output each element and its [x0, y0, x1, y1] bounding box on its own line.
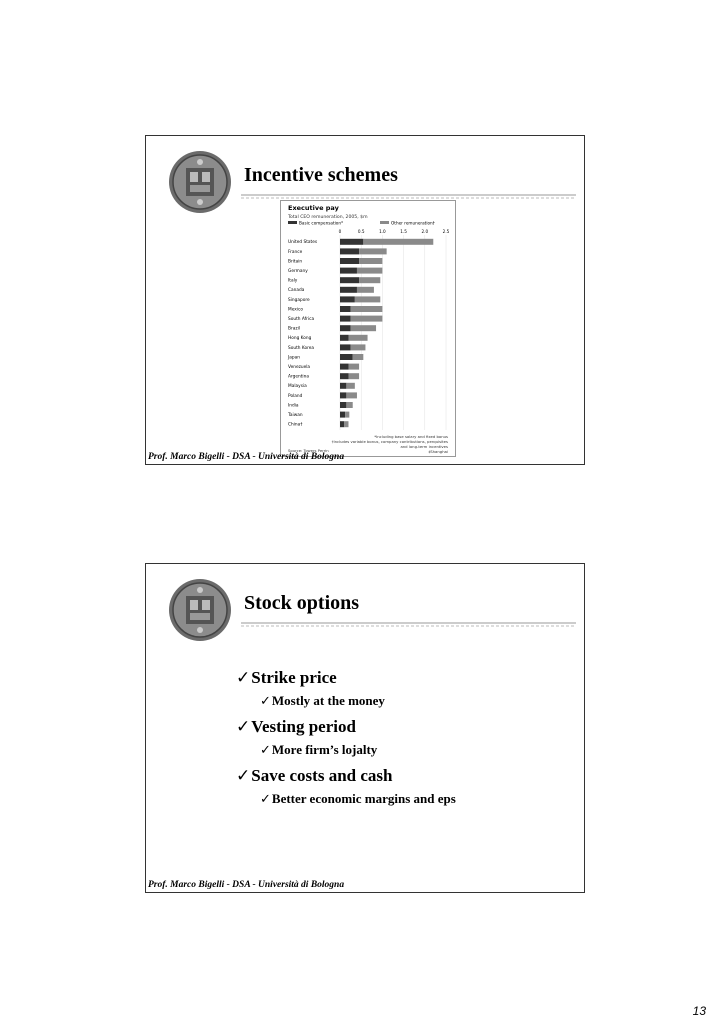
bar-segment [359, 277, 380, 283]
bar-segment [340, 239, 363, 245]
bar-segment [345, 412, 349, 418]
chart-svg [280, 200, 456, 457]
legend-label: Other remuneration† [391, 220, 435, 226]
category-label: India [288, 403, 299, 409]
bar-segment [355, 296, 380, 302]
chart-source: Source: Towers Perrin [288, 448, 329, 453]
slide-title: Incentive schemes [244, 164, 398, 186]
sub-bullet-text: More firm’s lojalty [271, 742, 378, 757]
x-tick-label: 2.0 [421, 229, 429, 234]
chart-footnote: ‡Shanghai [428, 449, 448, 454]
bar-segment [359, 248, 387, 254]
legend-swatch [288, 221, 297, 224]
bullet-list [236, 668, 456, 815]
bar-segment [353, 354, 364, 360]
bar-segment [359, 258, 382, 264]
category-label: South Africa [288, 317, 315, 322]
bar-segment [340, 248, 359, 254]
sub-bullet-text: Better economic margins and eps [271, 791, 456, 806]
checkmark-icon: ✓ [236, 668, 251, 687]
bullet-text: Strike price [251, 668, 337, 687]
executive-pay-chart [280, 200, 456, 457]
bar-segment [351, 344, 366, 350]
checkmark-icon: ✓ [236, 717, 251, 736]
category-label: Canada [288, 288, 305, 294]
footer-credit: Prof. Marco Bigelli - DSA - Università di Bologna [148, 452, 345, 462]
bar-segment [340, 364, 348, 370]
page-number: 13 [692, 1004, 706, 1018]
bar-segment [348, 364, 359, 370]
bar-segment [346, 383, 354, 389]
bar-segment [340, 316, 351, 322]
x-tick-label: 0 [338, 229, 342, 234]
category-label: Germany [288, 269, 308, 274]
university-seal-icon [168, 578, 232, 642]
bar-segment [357, 287, 374, 293]
chart-subtitle: Total CEO remuneration, 2005, $m [288, 215, 368, 220]
category-label: Japan [288, 355, 300, 361]
bar-segment [346, 392, 357, 398]
bar-segment [340, 258, 359, 264]
bar-segment [340, 325, 351, 331]
bullet-item [236, 668, 456, 688]
bar-segment [363, 239, 433, 245]
x-tick-label: 0.5 [357, 229, 365, 234]
sub-bullet-item [260, 791, 456, 806]
x-tick-label: 1.5 [400, 229, 407, 234]
category-label: Taiwan [288, 413, 303, 418]
bar-segment [351, 325, 376, 331]
bullet-text: Save costs and cash [251, 766, 393, 785]
university-seal-icon [168, 150, 232, 214]
bar-segment [340, 421, 344, 427]
bullet-item [236, 766, 456, 786]
legend-label: Basic compensation* [299, 220, 344, 226]
bar-segment [351, 316, 383, 322]
bar-segment [340, 287, 357, 293]
sub-bullet-text: Mostly at the money [271, 693, 385, 708]
checkmark-icon: ✓ [260, 693, 271, 708]
category-label: Mexico [288, 307, 304, 313]
bar-segment [340, 402, 346, 408]
bar-segment [348, 373, 359, 379]
bar-segment [357, 268, 382, 274]
category-label: Argentina [288, 374, 309, 380]
category-label: Singapore [288, 297, 310, 303]
bar-segment [340, 296, 355, 302]
sub-bullet-item [260, 742, 456, 757]
slide-stock-options [145, 563, 585, 893]
bar-segment [340, 354, 353, 360]
x-tick-label: 2.5 [442, 229, 450, 234]
sub-bullet-item [260, 693, 456, 708]
slide-incentive-schemes [145, 135, 585, 465]
footer-credit: Prof. Marco Bigelli - DSA - Università di Bologna [148, 880, 345, 890]
checkmark-icon: ✓ [260, 742, 271, 757]
bar-segment [340, 306, 351, 312]
category-label: Hong Kong [288, 336, 312, 342]
checkmark-icon: ✓ [260, 791, 271, 806]
bar-segment [340, 383, 346, 389]
bar-segment [340, 392, 346, 398]
bullet-text: Vesting period [251, 717, 356, 736]
bar-segment [340, 373, 348, 379]
bar-segment [351, 306, 383, 312]
category-label: Venezuela [288, 365, 311, 370]
bar-segment [344, 421, 348, 427]
category-label: Brazil [288, 326, 300, 332]
chart-footnote: *Including base salary and fixed bonus [374, 434, 448, 439]
bar-segment [340, 268, 357, 274]
bar-segment [348, 335, 367, 341]
bar-segment [346, 402, 352, 408]
category-label: United States [288, 240, 318, 246]
legend-swatch [380, 221, 389, 224]
category-label: South Korea [288, 345, 315, 351]
x-tick-label: 1.0 [379, 229, 386, 234]
category-label: Italy [288, 278, 298, 284]
category-label: France [288, 249, 303, 255]
bullet-item [236, 717, 456, 737]
bar-segment [340, 335, 348, 341]
category-label: China† [288, 422, 303, 428]
category-label: Britain [288, 259, 303, 265]
chart-footnote: and long-term incentives [400, 444, 448, 449]
bar-segment [340, 277, 359, 283]
slide-title: Stock options [244, 592, 360, 614]
checkmark-icon: ✓ [236, 766, 251, 785]
bar-segment [340, 412, 345, 418]
chart-footnote: †Includes variable bonus, company contributions, perquisites [331, 439, 448, 444]
category-label: Malaysia [288, 384, 307, 390]
chart-title: Executive pay [288, 204, 339, 212]
bar-segment [340, 344, 351, 350]
title-underline [241, 620, 576, 630]
category-label: Poland [288, 393, 303, 399]
